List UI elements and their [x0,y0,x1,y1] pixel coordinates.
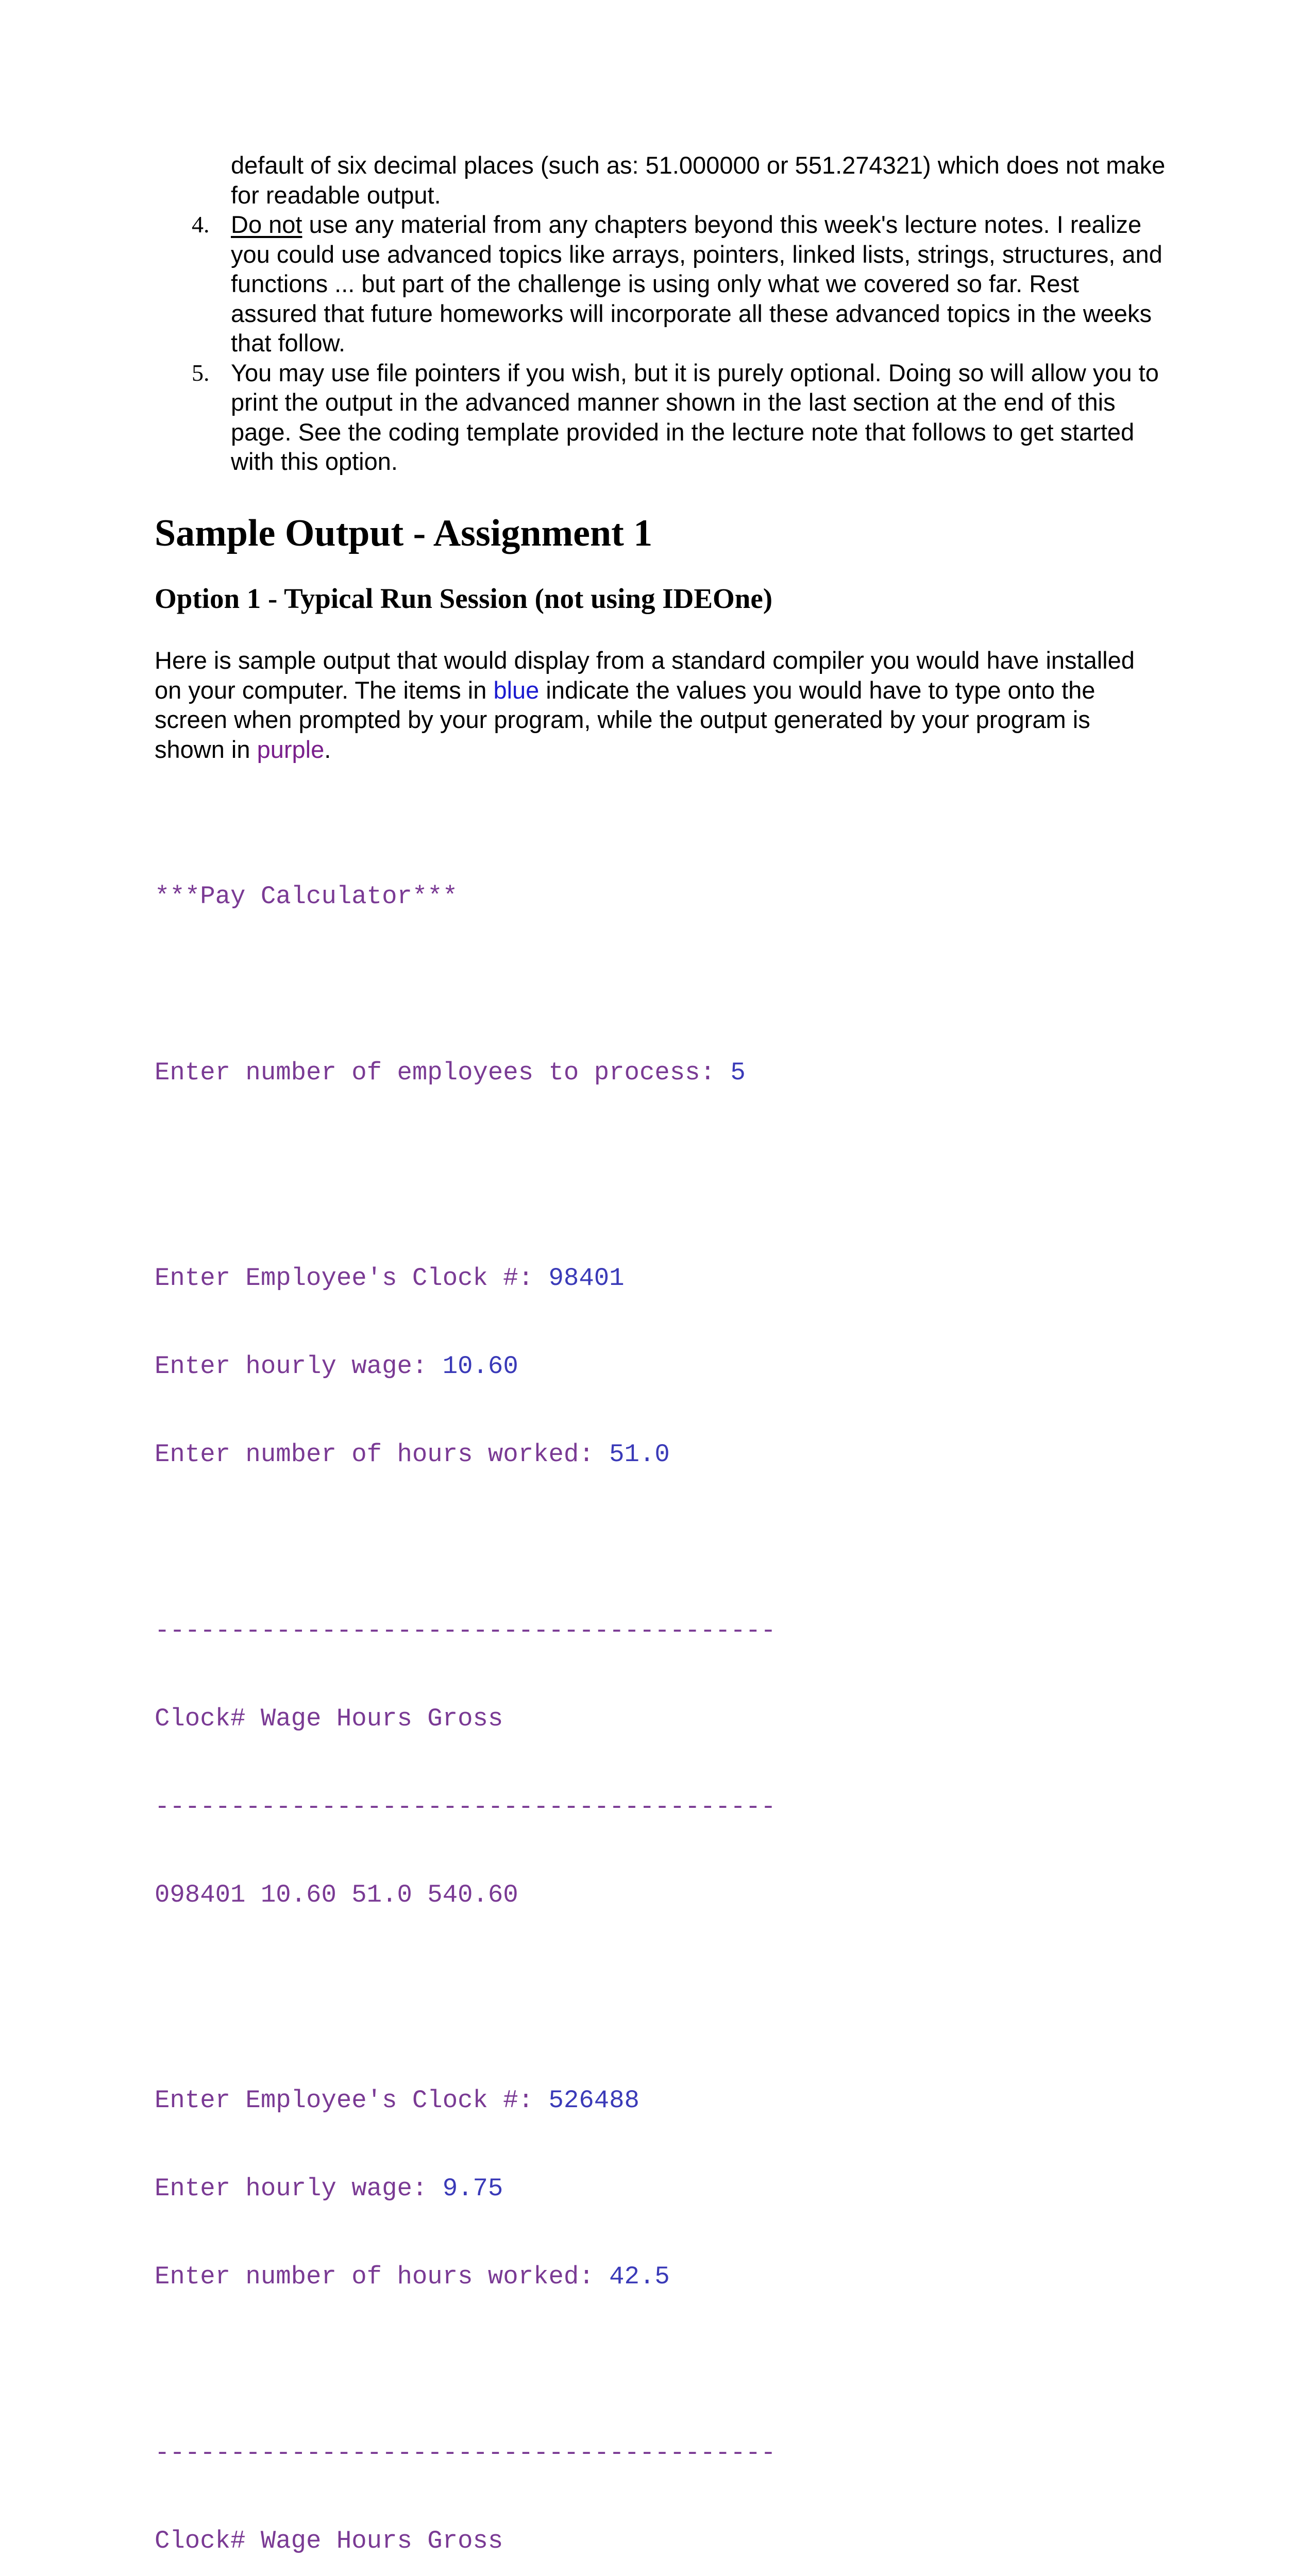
purple-word: purple [257,735,325,763]
console-divider: ----------------------------------------- [155,1616,776,1645]
blue-word: blue [493,676,540,704]
console-input: 9.75 [442,2174,503,2203]
list-item-continuation [0,150,1314,210]
console-input: 526488 [548,2086,639,2115]
list-item-text: default of six decimal places (such as: 51.000000 or 551.274321) which does not make for readable output. [231,151,1166,209]
list-item-4 [0,210,1314,358]
list-marker: 5. [192,359,210,386]
console-input: 10.60 [442,1352,518,1381]
intro-text: . [324,735,331,763]
list-item-text [231,210,1169,358]
console-table-row: 098401 10.60 51.0 540.60 [155,1880,518,1909]
console-prompt: Enter number of hours worked: [155,2262,610,2291]
console-prompt: Enter Employee's Clock #: [155,2086,549,2115]
console-line [155,2086,776,2115]
console-prompt: Enter hourly wage: [155,1352,443,1381]
list-item-body: use any material from any chapters beyond this week's lecture notes. I realize you could use advanced topics like arrays, pointers, linked lists, strings, structures, and functions ... but part of the challenge is using only what we covered so far. Rest assured that future homeworks will incorporate all these advanced topics in the weeks that follow. [231,211,1163,357]
console-prompt: Enter number of employees to process: [155,1058,731,1087]
console-line [155,1440,776,1469]
sample-console-output [155,823,776,2576]
console-title: ***Pay Calculator*** [155,882,458,911]
console-prompt: Enter hourly wage: [155,2174,443,2203]
console-line [155,1264,776,1293]
intro-paragraph [155,646,1165,764]
list-item-text: You may use file pointers if you wish, but it is purely optional. Doing so will allow you to print the output in the advanced manner shown in the last section at the end of this page. See the coding template provided in the lecture note that follows to get started with this option. [231,359,1159,475]
console-line [155,1352,776,1381]
console-line [155,2262,776,2292]
console-input: 51.0 [609,1440,670,1469]
console-table-header: Clock# Wage Hours Gross [155,1704,503,1733]
console-input: 5 [730,1058,746,1087]
section-heading: Sample Output - Assignment 1 [155,512,653,554]
intro-text: indicate the values you would have to type onto the screen when prompted by your program, while the output generated by your program is shown in [155,676,1096,763]
console-input: 98401 [548,1264,625,1293]
console-line [155,2174,776,2204]
console-input: 42.5 [609,2262,670,2291]
list-marker: 4. [192,211,210,238]
console-prompt: Enter Employee's Clock #: [155,1264,549,1293]
subsection-heading: Option 1 - Typical Run Session (not using IDEOne) [155,583,773,614]
console-line [155,1058,776,1088]
console-divider: ----------------------------------------- [155,1792,776,1821]
console-table-header: Clock# Wage Hours Gross [155,2527,503,2555]
intro-text: Here is sample output that would display from a standard compiler you would have installed on your computer. The items in [155,647,1135,704]
numbered-list [0,150,1314,477]
underlined-text: Do not [231,211,302,238]
console-divider: ----------------------------------------- [155,2438,776,2467]
console-prompt: Enter number of hours worked: [155,1440,610,1469]
list-item-5 [0,358,1314,477]
